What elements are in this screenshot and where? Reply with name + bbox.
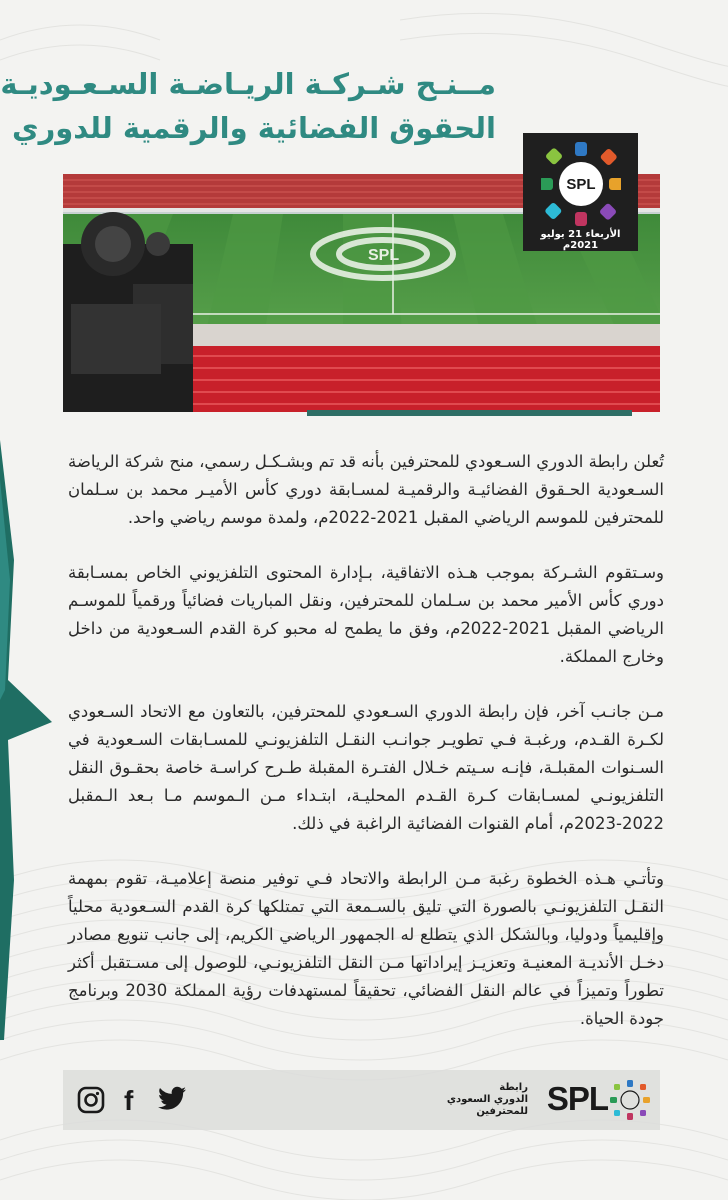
publish-date: الأربعاء 21 يوليو 2021م [540,229,621,251]
footer-bar [63,1070,660,1130]
facebook-glyph: f [124,1086,134,1114]
paragraph-3: مـن جانـب آخر، فإن رابطة الدوري السـعودي للمحترفين، بالتعاون مع الاتحاد السـعودي لكـرة القـدم، ورغبـة فـي تطويـر جوانـب النقـل التلفزيونـي للمسـابقات السـعودية في السـنوات المقبلـة، فإنـه سـيتم خـلال الفتـرة المقبلة طـرح كراسـة خاصة بحقـوق النقل التلفزيونـي لمسـابقات كـرة القـدم المحليـة، ابتـداء مـن الـموسم مـا بـعد الـمقبل 2022-2023م، أمام القنوات الفضائية الراغبة في ذلك. [68,702,664,833]
facebook-icon[interactable] [121,1086,141,1114]
paragraph-2: وسـتقوم الشـركة بموجب هـذه الاتفاقية، بـإدارة المحتوى التلفزيوني الخاص بمسـابقة دوري كأس الأمير محمد بن سـلمان للمحترفين، ونقل المباريات فضائياً ورقمياً للموسـم الرياضي المقبل 2021-2022م، وفق ما يطمح له محبو كرة القدم السـعودية من داخل وخارج المملكة. [68,563,664,666]
svg-text:SPL: SPL [368,247,400,264]
spl-logo-icon [541,139,621,229]
spl-logo-text: SPL [566,176,596,193]
paragraph-4: وتأتـي هـذه الخطوة رغبة مـن الرابطة والاتحاد فـي توفير منصة إعلاميـة، تقوم بمهمة النقـل التلفزيونـي بالصورة التي تليق بالسـمعة التي تمتلكها كرة القدم السـعودية محلياً وإقليمياً ودوليا، وبالشكل الذي يتطلع له الجمهور الرياضي الكريم، إلى جانب تنويع مصادر دخـل الأنديـة المعنيـة وتعزيـز إيراداتها مـن النقل التلفزيونـي، للوصول إلى مسـتقبل أكثر تطوراً وتميزاً في عالم النقل الفضائي، تحقيقاً لمستهدفات رؤية المملكة 2030 وبرنامج جودة الحياة. [68,869,664,1028]
footer-spl-wordmark: SPL [546,1080,608,1117]
paragraph-1: تُعلن رابطة الدوري السـعودي للمحترفين بأنه قد تم وبشـكـل رسمي، منح شركة الرياضة السـعودية الحـقوق الفضائيـة والرقميـة لمسـابقة دوري كأس الأميـر محمد بن سـلمان للمحترفين للموسم الرياضي المقبل 2021-2022م، ولمدة موسم رياضي واحد. [68,452,664,527]
twitter-icon[interactable] [157,1086,187,1112]
footer-spl-mark-icon [610,1079,650,1121]
photo-accent-bar [307,410,632,416]
left-ornament [0,440,60,1040]
article-body [68,448,664,1060]
league-name-line-2: الدوري السعودي [446,1094,528,1105]
league-name-line-3: للمحترفين [476,1106,528,1117]
spl-date-badge [523,133,638,251]
headline-line-2: الحقوق الفضائية والرقمية للدوري [11,111,496,145]
league-name-line-1: رابطة [499,1082,528,1093]
headline [0,62,496,150]
instagram-icon[interactable] [77,1086,105,1114]
headline-line-1: مــنـح شـركـة الريـاضـة السـعـوديـة [0,67,496,101]
league-name [438,1082,528,1118]
